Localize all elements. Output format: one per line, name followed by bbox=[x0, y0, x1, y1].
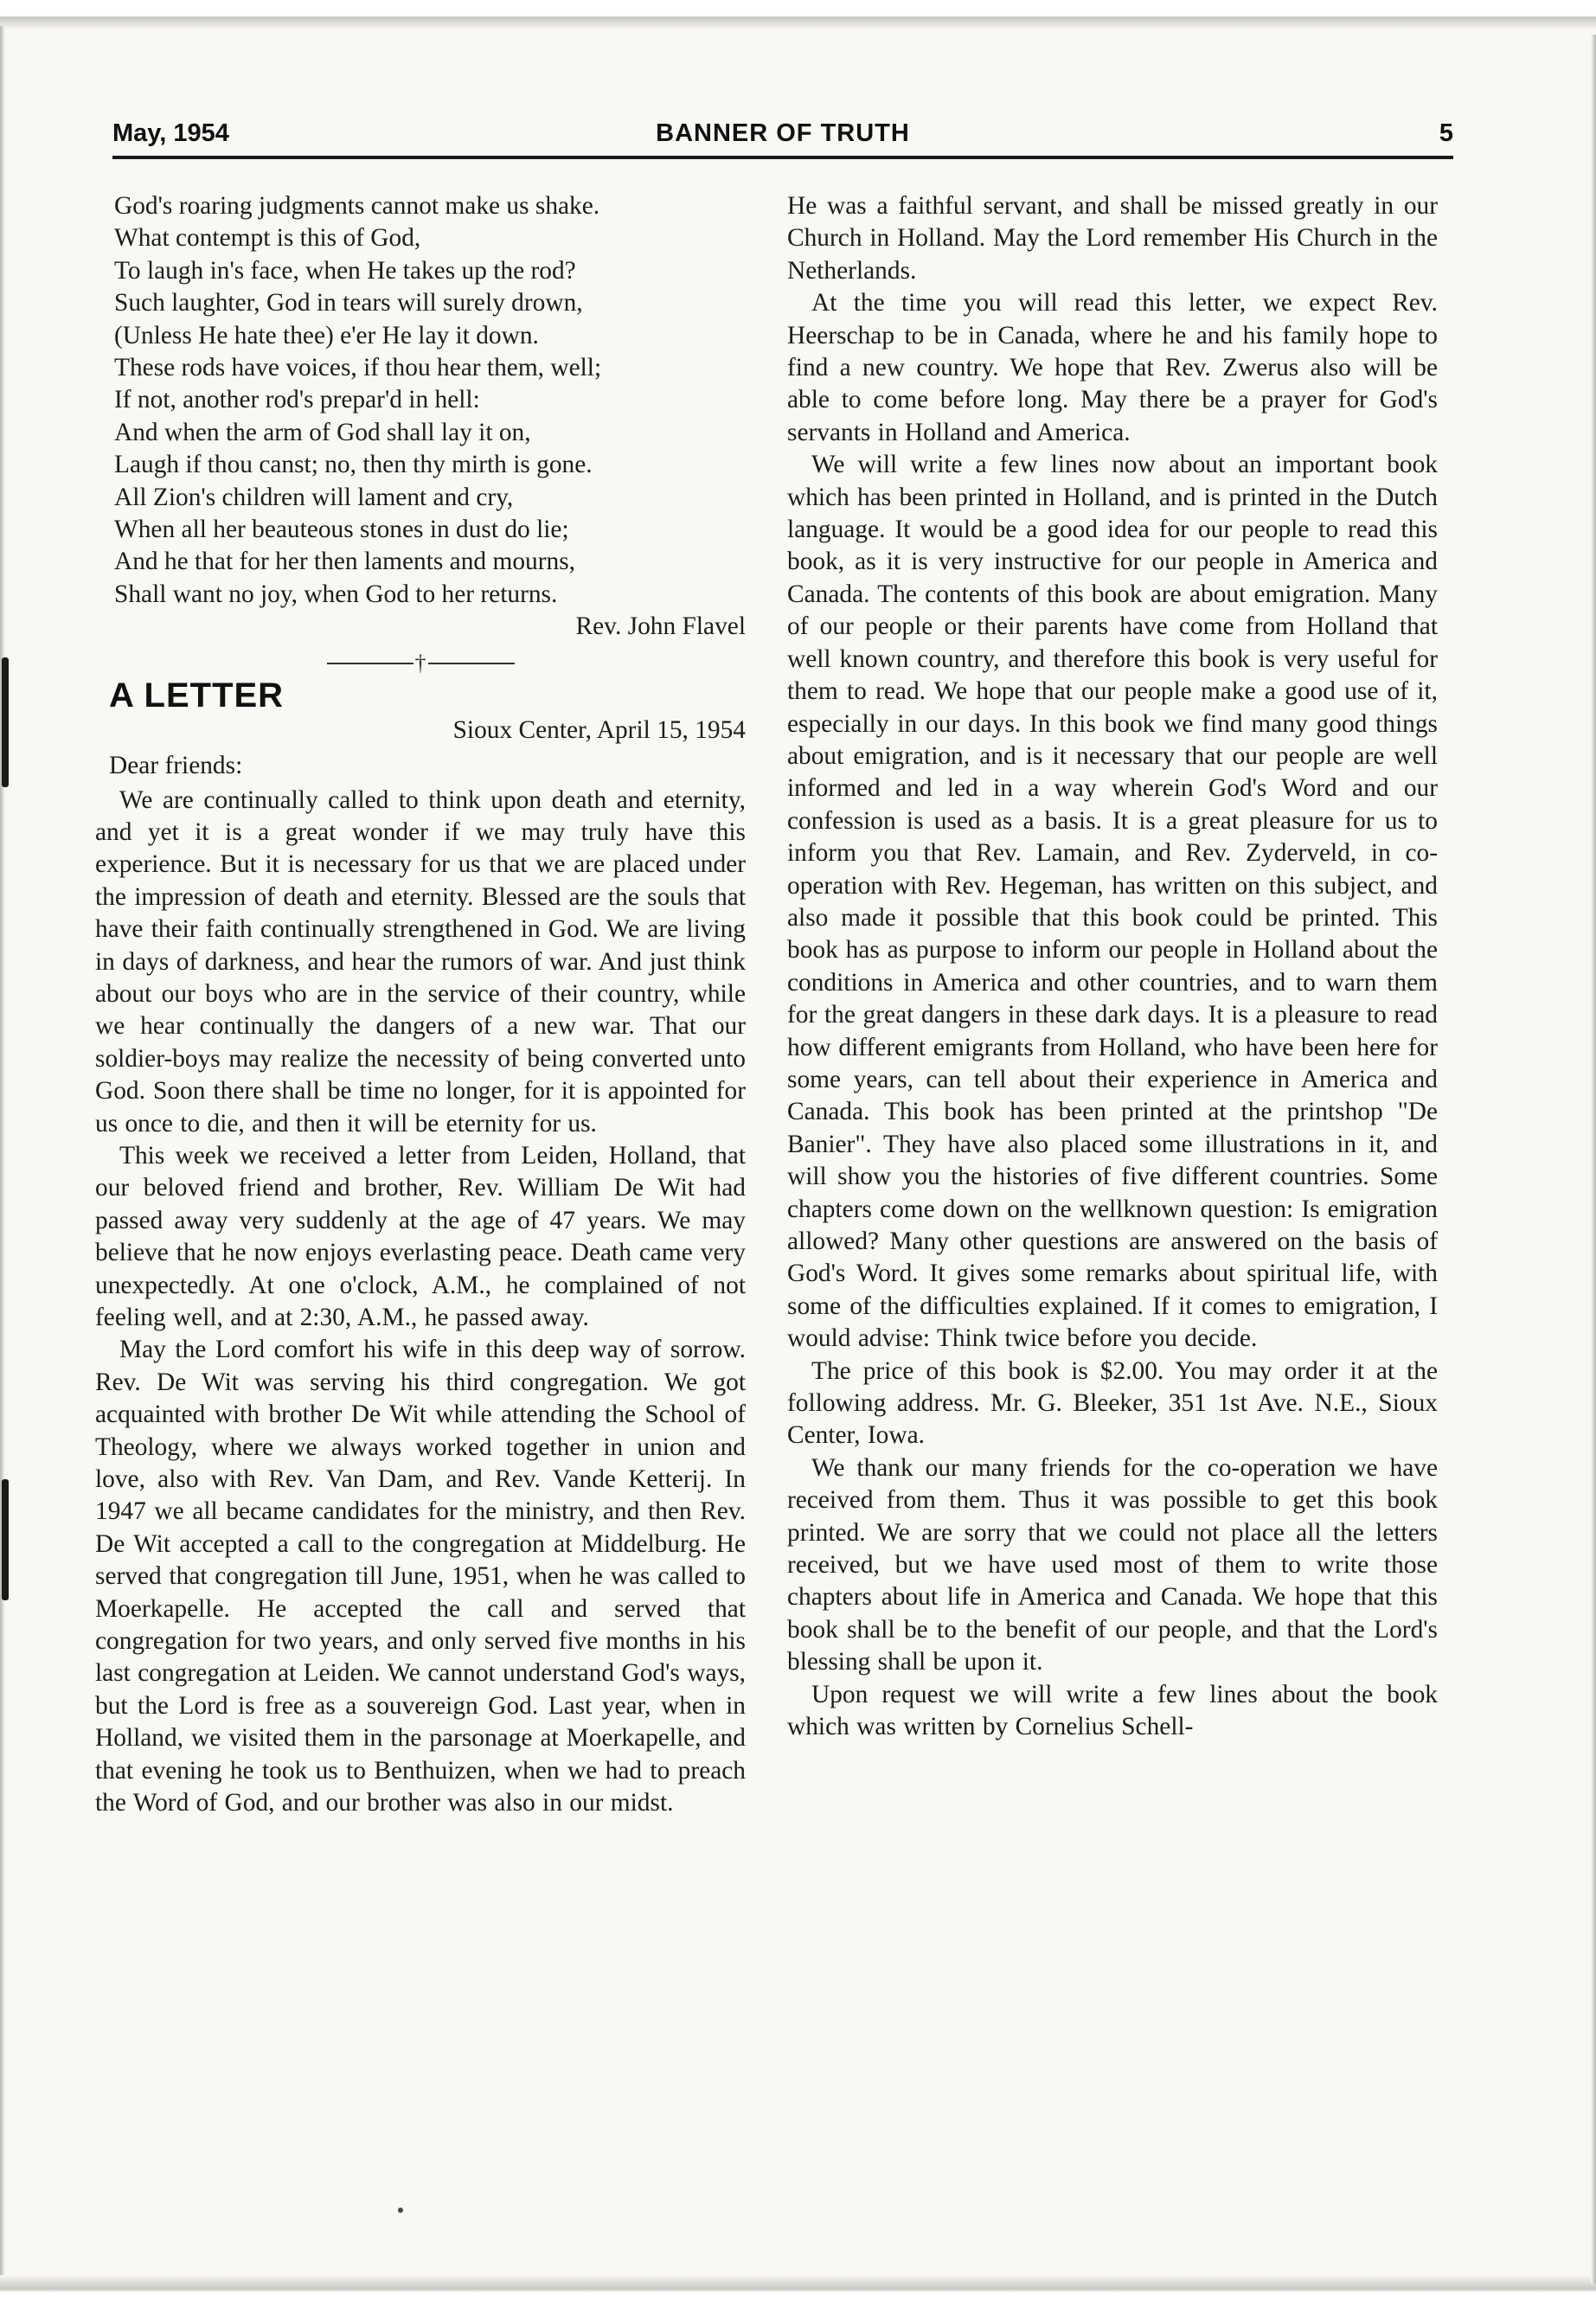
page-top-edge bbox=[0, 0, 1596, 29]
binding-mark bbox=[2, 1479, 9, 1600]
poem-line: What contempt is this of God, bbox=[114, 224, 421, 253]
poem-line: And he that for her then laments and mourns, bbox=[114, 548, 575, 576]
poem-line: When all her beauteous stones in dust do lie; bbox=[114, 516, 569, 544]
divider-line bbox=[428, 663, 515, 664]
poem-line: All Zion's children will lament and cry, bbox=[114, 483, 514, 511]
poem-line: Laugh if thou canst; no, then thy mirth is gone. bbox=[114, 451, 593, 479]
page-bottom-edge bbox=[0, 2275, 1596, 2301]
letter-heading: A LETTER bbox=[109, 676, 285, 715]
poem-line: Such laughter, God in tears will surely drown, bbox=[114, 289, 583, 317]
dagger-icon: † bbox=[414, 650, 426, 676]
letter-paragraph: Upon request we will write a few lines about the book which was written by Cornelius Schell- bbox=[787, 1680, 1438, 1741]
left-column bbox=[95, 190, 746, 1820]
poem-line: If not, another rod's prepar'd in hell: bbox=[114, 386, 480, 414]
right-column bbox=[787, 190, 1438, 1744]
letter-paragraph: May the Lord comfort his wife in this deep way of sorrow. Rev. De Wit was serving his third congregation. We got acquainted with brother De Wit while attending the School of Theology, where we always worked together in union and love, also with Rev. Van Dam, and Rev. Vande Ketterij. In 1947 we all became candidates for the ministry, and then Rev. De Wit accepted a call to the congregation at Middelburg. He served that congregation till June, 1951, when he was called to Moerkapelle. He accepted the call and served that congregation for two years, and only served five months in his last congregation at Leiden. We cannot understand God's ways, but the Lord is free as a souvereign God. Last year, when in Holland, we visited them in the parsonage at Moerkapelle, and that evening he took us to Benthuizen, when we had to preach the Word of God, and our brother was also in our midst. bbox=[95, 1336, 746, 1817]
letter-paragraph: At the time you will read this letter, we expect Rev. Heerschap to be in Canada, where he and his family hope to find a new country. We hope that Rev. Zwerus also will be able to come before long. May there be a prayer for God's servants in Holland and America. bbox=[787, 289, 1438, 446]
poem bbox=[95, 190, 746, 644]
page-right-edge bbox=[1591, 35, 1596, 2284]
page-number: 5 bbox=[1439, 119, 1453, 147]
header-rule bbox=[112, 156, 1453, 159]
section-divider bbox=[95, 649, 746, 675]
poem-line: And when the arm of God shall lay it on, bbox=[114, 418, 531, 446]
letter-paragraph: This week we received a letter from Leiden, Holland, that our beloved friend and brother, Rev. William De Wit had passed away very suddenly at the age of 47 years. We may believe that he now enjoys everlasting peace. Death came very unexpectedly. At one o'clock, A.M., he complained of not feeling well, and at 2:30, A.M., he passed away. bbox=[95, 1141, 746, 1331]
publication-title: BANNER OF TRUTH bbox=[656, 119, 910, 147]
letter-salutation: Dear friends: bbox=[109, 752, 243, 780]
running-header bbox=[112, 119, 1453, 154]
poem-line: Shall want no joy, when God to her returns. bbox=[114, 580, 558, 608]
poem-line: These rods have voices, if thou hear them, well; bbox=[114, 354, 602, 382]
poem-line: God's roaring judgments cannot make us shake. bbox=[114, 192, 600, 220]
letter-paragraph: We are continually called to think upon death and eternity, and yet it is a great wonder if we may truly have this experience. But it is necessary for us that we are placed under the impression of death and eternity. Blessed are the souls that have their faith continually strengthened in God. We are living in days of darkness, and hear the rumors of war. And just think about our boys who are in the service of their country, while we hear continually the dangers of a new war. That our soldier-boys may realize the necessity of being converted unto God. Soon there shall be time no longer, for it is appointed for us once to die, and then it will be eternity for us. bbox=[95, 785, 746, 1138]
poem-line: To laugh in's face, when He takes up the rod? bbox=[114, 256, 576, 285]
issue-date: May, 1954 bbox=[112, 119, 229, 147]
letter-paragraph: He was a faithful servant, and shall be missed greatly in our Church in Holland. May the Lord remember His Church in the Netherlands. bbox=[787, 192, 1438, 285]
poem-author: Rev. John Flavel bbox=[575, 612, 746, 641]
divider-line bbox=[327, 663, 413, 664]
letter-place-date: Sioux Center, April 15, 1954 bbox=[452, 715, 746, 744]
letter-paragraph: The price of this book is $2.00. You may order it at the following address. Mr. G. Bleeker, 351 1st Ave. N.E., Sioux Center, Iowa. bbox=[787, 1356, 1438, 1450]
poem-line: (Unless He hate thee) e'er He lay it down. bbox=[114, 321, 539, 349]
binding-mark bbox=[2, 657, 9, 787]
ink-speck bbox=[398, 2208, 403, 2213]
letter-paragraph: We thank our many friends for the co-operation we have received from them. Thus it was possible to get this book printed. We are sorry that we could not place all the letters received, but we have used most of them to write those chapters about life in America and Canada. We hope that this book shall be to the benefit of our people, and that the Lord's blessing shall be upon it. bbox=[787, 1453, 1438, 1676]
letter-paragraph: We will write a few lines now about an important book which has been printed in Holland, and is printed in the Dutch language. It would be a good idea for our people to read this book, as it is very instructive for our people in America and Canada. The contents of this book are about emigration. Many of our people or their parents have come from Holland that well known country, and therefore this book is very useful for them to read. We hope that our people make a good use of it, especially in our days. In this book we find many good things about emigration, and is it necessary that our people are well informed and led in a way wherein God's Word and our confession is used as a basis. It is a great pleasure for us to inform you that Rev. Lamain, and Rev. Zyderveld, in co-operation with Rev. Hegeman, has written on this subject, and also made it possible that this book could be printed. This book has as purpose to inform our people in Holland about the conditions in America and other countries, and to warn them for the great dangers in these dark days. It is a pleasure to read how different emigrants from Holland, who have been here for some years, can tell about their experience in America and Canada. This book has been printed at the printshop "De Banier". They have also placed some illustrations in it, and will show you the histories of five different countries. Some chapters come down on the wellknown question: Is emigration allowed? Many other questions are answered on the basis of God's Word. It gives some remarks about spiritual life, with some of the difficulties explained. If it comes to emigration, I would advise: Think twice before you decide. bbox=[787, 451, 1438, 1353]
page-left-edge bbox=[0, 26, 5, 2275]
